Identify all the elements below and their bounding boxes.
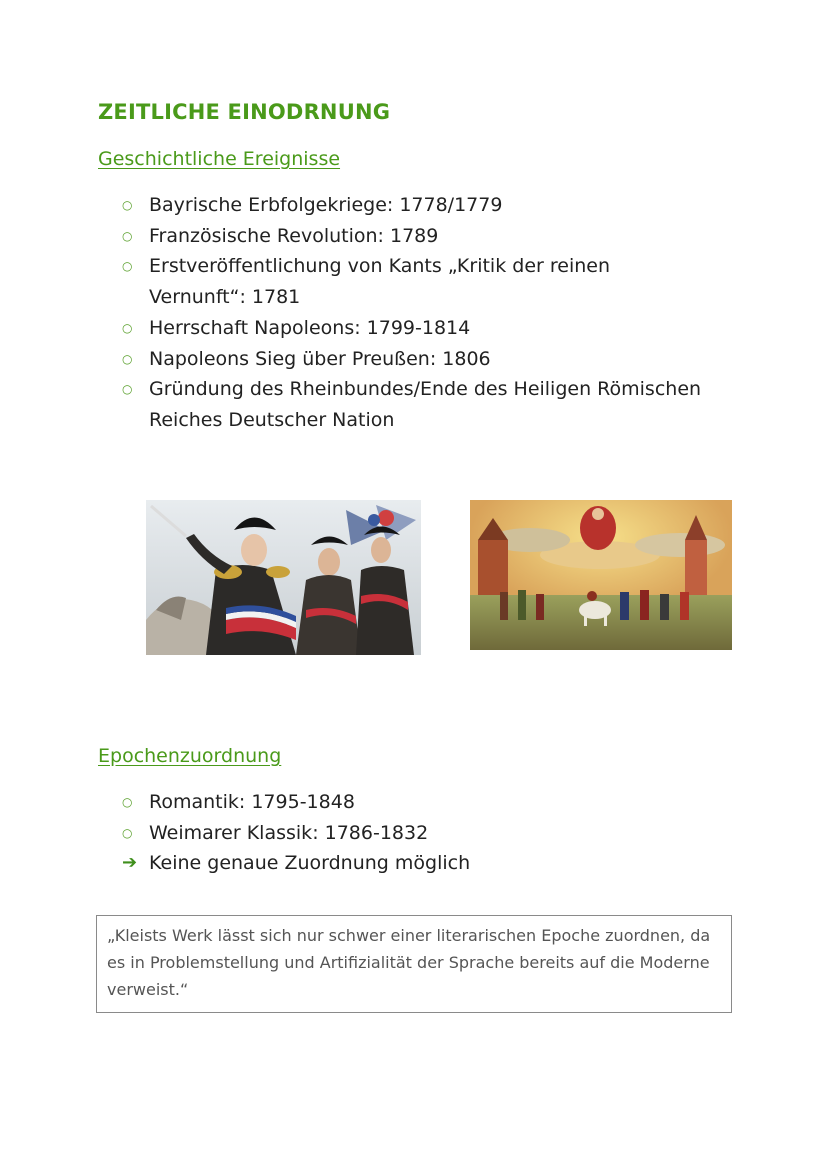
section-heading-events: Geschichtliche Ereignisse [98, 148, 341, 170]
list-item [122, 221, 732, 252]
bullet-icon: ○ [122, 795, 133, 809]
list-item-text: Bayrische Erbfolgekriege: 1778/1779 [149, 194, 503, 216]
list-item [122, 787, 732, 818]
list-item-text: Erstveröffentlichung von Kants „Kritik der reinen Vernunft“: 1781 [149, 255, 610, 309]
conclusion-text: Keine genaue Zuordnung möglich [149, 852, 471, 875]
conclusion-item [122, 848, 732, 879]
bullet-icon: ○ [122, 351, 133, 366]
list-item-text: Weimarer Klassik: 1786-1832 [149, 821, 429, 844]
bullet-icon: ○ [122, 382, 133, 397]
list-item [122, 251, 649, 312]
list-item-text: Herrschaft Napoleons: 1799-1814 [149, 316, 471, 339]
list-item-text: Romantik: 1795-1848 [149, 791, 355, 813]
list-item [122, 344, 732, 375]
bullet-icon: ○ [122, 320, 133, 335]
bullet-icon: ○ [122, 825, 133, 840]
events-list [122, 190, 732, 436]
quote-box [96, 915, 732, 1013]
battle-painting-image [470, 500, 732, 650]
bullet-icon: ○ [122, 228, 133, 243]
quote-text: „Kleists Werk lässt sich nur schwer einer literarischen Epoche zuordnen, da es in Problemstellung und Artifizialität der Sprache bereits auf die Moderne verweist.“ [107, 926, 711, 999]
bullet-icon: ○ [122, 259, 133, 274]
epochs-list [122, 787, 732, 879]
napoleon-painting-image [146, 500, 421, 655]
right-arrow-icon: ➔ [122, 852, 138, 874]
list-item-text: Französische Revolution: 1789 [149, 224, 439, 247]
list-item [122, 313, 732, 344]
list-item-text: Gründung des Rheinbundes/Ende des Heiligen Römischen Reiches Deutscher Nation [149, 378, 702, 431]
list-item [122, 190, 732, 221]
bullet-icon: ○ [122, 198, 133, 212]
list-item-text: Napoleons Sieg über Preußen: 1806 [149, 347, 491, 370]
page-title: ZEITLICHE EINODRNUNG [98, 100, 391, 124]
list-item [122, 818, 732, 849]
list-item [122, 374, 732, 435]
section-heading-epochs: Epochenzuordnung [98, 745, 282, 767]
